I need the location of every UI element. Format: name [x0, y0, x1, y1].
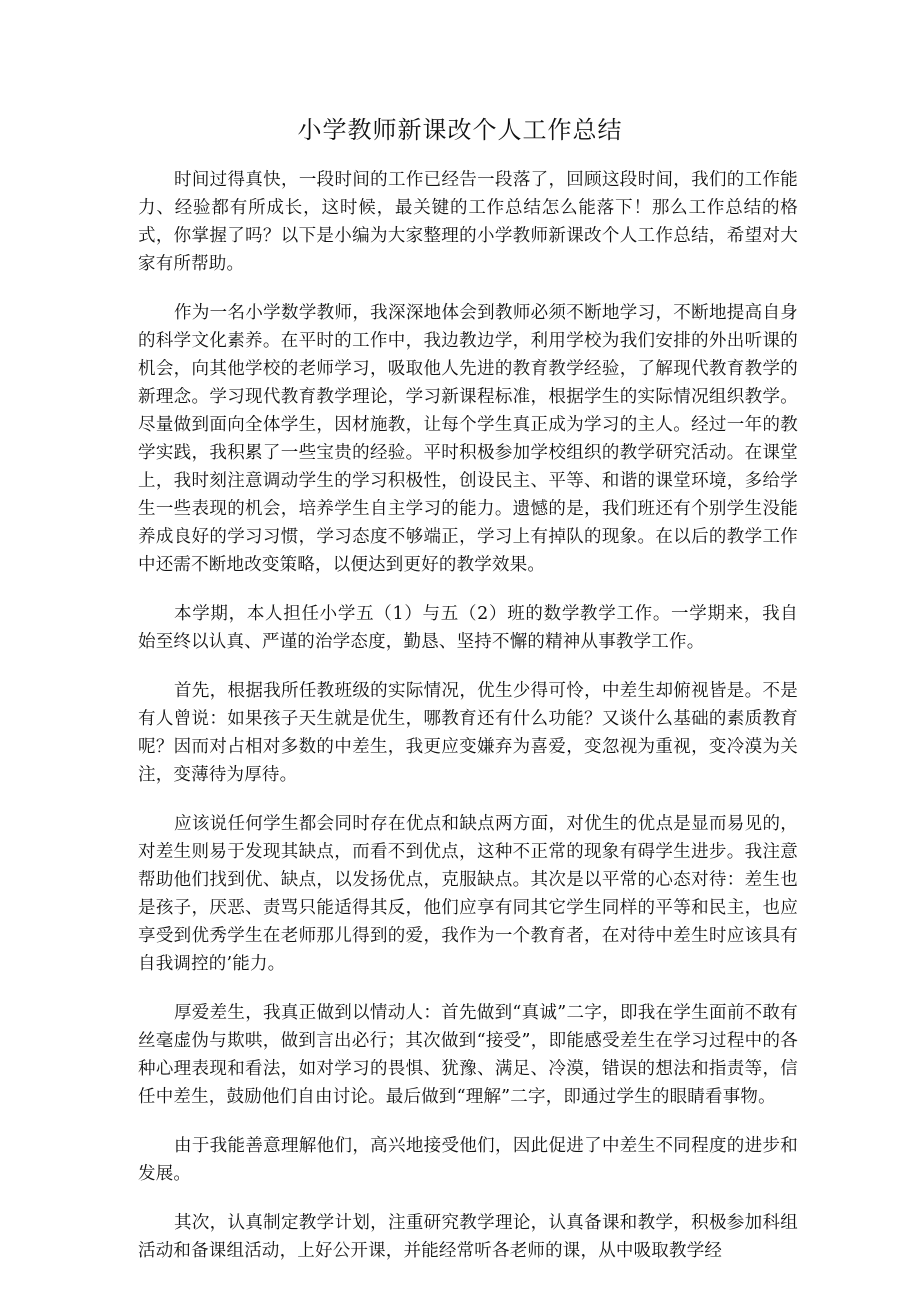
paragraph-strengths: 应该说任何学生都会同时存在优点和缺点两方面，对优生的优点是显而易见的，对差生则易于发现其缺点，而看不到优点，这种不正常的现象有碍学生进步。我注意帮助他们找到优、缺点，以发扬优点，克服缺点。其次是以平常的心态对待：差生也是孩子，厌恶、责骂只能适得其反，他们应享有同其它学生同样的平等和民主，也应享受到优秀学生在老师那儿得到的爱，我作为一个教育者，在对待中差生时应该具有自我调控的’能力。	[138, 814, 798, 974]
paragraph-care: 厚爱差生，我真正做到以情动人：首先做到“真诚”二字，即我在学生面前不敢有丝毫虚伪与欺哄，做到言出必行；其次做到“接受”，即能感受差生在学习过程中的各种心理表现和看法，如对学习的畏惧、犹豫、满足、冷漠，错误的想法和指责等，信任中差生，鼓励他们自由讨论。最后做到“理解”二字，即通过学生的眼睛看事物。	[138, 1003, 798, 1107]
paragraph-learning: 作为一名小学数学教师，我深深地体会到教师必须不断地学习，不断地提高自身的科学文化素养。在平时的工作中，我边教边学，利用学校为我们安排的外出听课的机会，向其他学校的老师学习，吸取他人先进的教育教学经验，了解现代教育教学的新理念。学习现代教育教学理论，学习新课程标准，根据学生的实际情况组织教学。尽量做到面向全体学生，因材施教，让每个学生真正成为学习的主人。经过一年的教学实践，我积累了一些宝贵的经验。平时积极参加学校组织的教学研究活动。在课堂上，我时刻注意调动学生的学习积极性，创设民主、平等、和谐的课堂环境，多给学生一些表现的机会，培养学生自主学习的能力。遗憾的是，我们班还有个别学生没能养成良好的学习习惯，学习态度不够端正，学习上有掉队的现象。在以后的教学工作中还需不断地改变策略，以便达到更好的教学效果。	[138, 303, 798, 575]
paragraph-first: 首先，根据我所任教班级的实际情况，优生少得可怜，中差生却俯视皆是。不是有人曾说：如果孩子天生就是优生，哪教育还有什么功能？又谈什么基础的素质教育呢？因而对占相对多数的中差生，我更应变嫌弃为喜爱，变忽视为重视，变冷漠为关注，变薄待为厚待。	[138, 681, 798, 785]
paragraph-semester: 本学期，本人担任小学五（1）与五（2）班的数学教学工作。一学期来，我自始至终以认真、严谨的治学态度，勤恳、坚持不懈的精神从事教学工作。	[138, 604, 798, 652]
paragraph-intro: 时间过得真快，一段时间的工作已经告一段落了，回顾这段时间，我们的工作能力、经验都有所成长，这时候，最关键的工作总结怎么能落下！那么工作总结的格式，你掌握了吗？以下是小编为大家整理的小学教师新课改个人工作总结，希望对大家有所帮助。	[138, 170, 798, 274]
document-title: 小学教师新课改个人工作总结	[297, 116, 623, 144]
document-body	[138, 166, 798, 1286]
paragraph-progress: 由于我能善意理解他们，高兴地接受他们，因此促进了中差生不同程度的进步和发展。	[138, 1136, 798, 1184]
paragraph-second: 其次，认真制定教学计划，注重研究教学理论，认真备课和教学，积极参加科组活动和备课组活动，上好公开课，并能经常听各老师的课，从中吸取教学经	[138, 1213, 798, 1261]
